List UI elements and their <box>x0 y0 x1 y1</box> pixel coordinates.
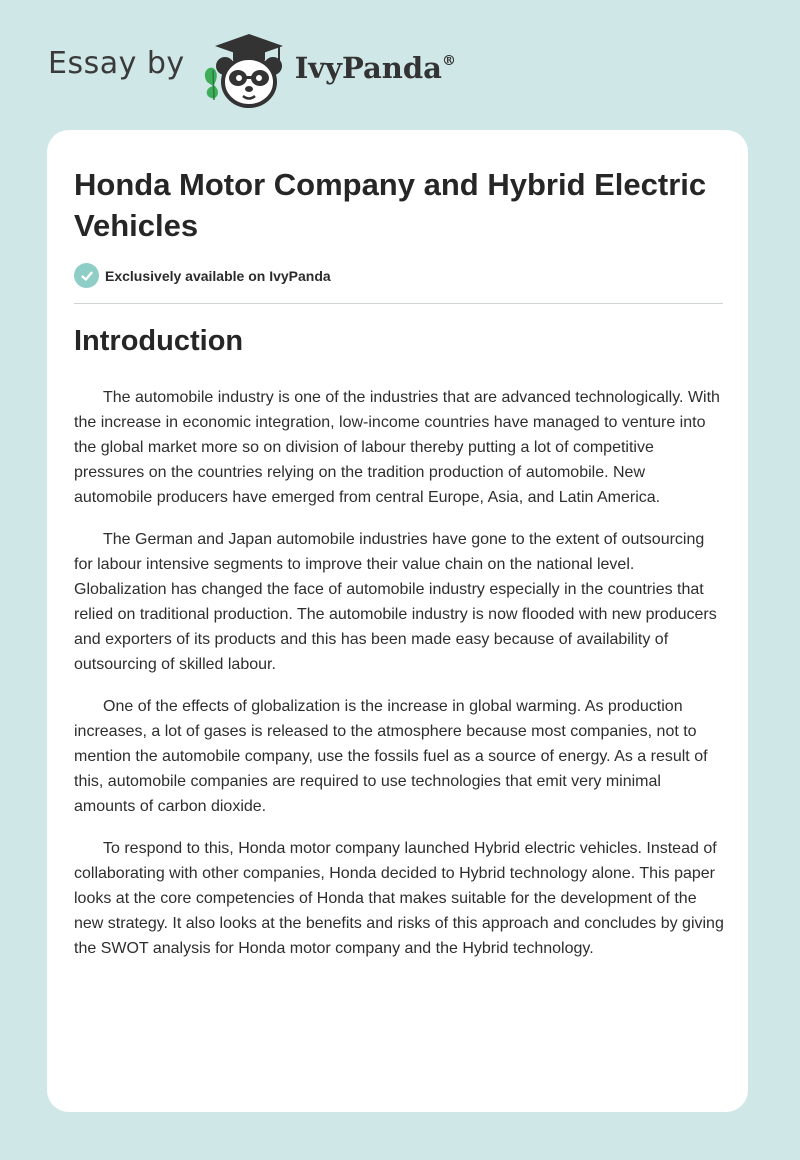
essay-by-label: Essay by <box>48 45 185 81</box>
paragraph: The German and Japan automobile industries have gone to the extent of outsourcing for labour intensive segments to improve their value chain on the national level. Globalization has changed the face of automobile industry especially in the countries that relied on traditional production. The automobile industry is now flooded with new producers and exporters of its products and this has been made easy because of availability of outsourcing of skilled labour. <box>74 531 717 673</box>
section-heading: Introduction <box>74 325 244 357</box>
page-title: Honda Motor Company and Hybrid Electric Vehicles <box>74 167 707 243</box>
registered-mark: ® <box>441 53 456 69</box>
divider <box>74 303 723 304</box>
panda-logo-icon <box>199 30 291 110</box>
paragraph: To respond to this, Honda motor company launched Hybrid electric vehicles. Instead of collaborating with other companies, Honda decided to Hybrid technology alone. This paper looks at the core competencies of Honda that makes suitable for the development of the new strategy. It also looks at the benefits and risks of this approach and concludes by giving the SWOT analysis for Honda motor company and the Hybrid technology. <box>74 840 724 957</box>
site-header <box>48 28 456 112</box>
brand-name[interactable]: IvyPanda® <box>294 51 456 85</box>
article-body <box>74 385 724 978</box>
paragraph: The automobile industry is one of the industries that are advanced technologically. With the increase in economic integration, low-income countries have managed to venture into the global market more so on division of labour thereby putting a lot of competitive pressures on the countries relying on the tradition production of automobile. New automobile producers have emerged from central Europe, Asia, and Latin America. <box>74 389 720 506</box>
check-icon <box>74 263 99 288</box>
paragraph: One of the effects of globalization is the increase in global warming. As production increases, a lot of gases is released to the atmosphere because most companies, not to mention the automobile company, use the fossils fuel as a source of energy. As a result of this, automobile companies are required to use technologies that emit very minimal amounts of carbon dioxide. <box>74 698 708 815</box>
badge-label: Exclusively available on IvyPanda <box>105 267 331 284</box>
exclusive-badge <box>74 263 331 288</box>
essay-card <box>47 130 748 1112</box>
